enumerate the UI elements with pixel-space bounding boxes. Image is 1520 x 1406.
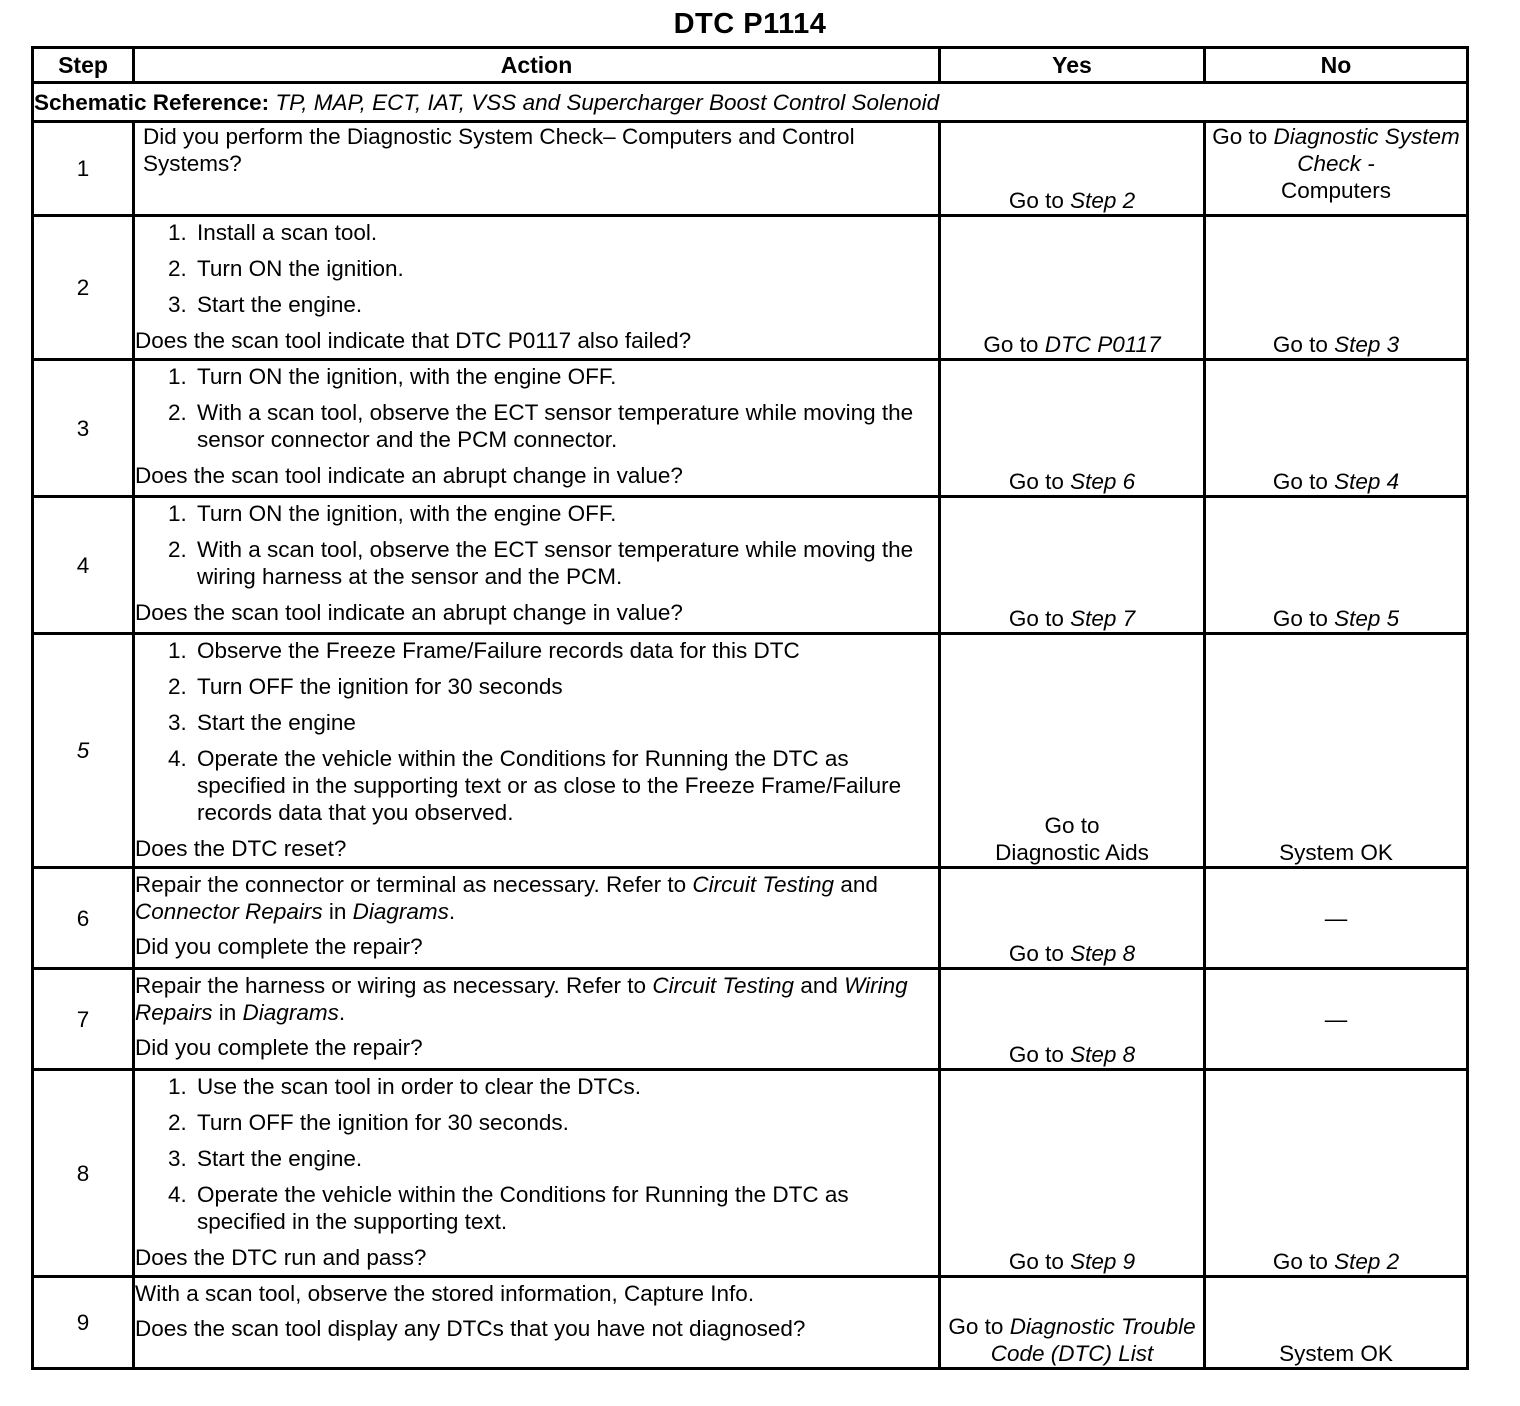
yes-cell — [940, 122, 1205, 216]
schematic-label: Schematic Reference: — [34, 89, 270, 115]
text-span: in — [212, 1000, 243, 1025]
table-row — [33, 360, 1468, 497]
yes-link[interactable]: Step 6 — [1070, 469, 1136, 494]
list-item: 2. Turn OFF the ignition for 30 seconds. — [193, 1109, 938, 1136]
list-item: 4. Operate the vehicle within the Conditions for Running the DTC as specified in the supporting text or as close to the Freeze Frame/Failure records data that you observed. — [193, 745, 938, 826]
header-yes: Yes — [940, 48, 1205, 83]
diagnostic-table — [31, 46, 1469, 1370]
text-span: . — [448, 899, 456, 924]
header-no: No — [1205, 48, 1468, 83]
no-suffix: Computers — [1280, 178, 1392, 203]
action-cell — [134, 497, 940, 634]
no-prefix: Go to — [1272, 469, 1335, 494]
no-prefix: Go to — [1272, 332, 1335, 357]
list-item: 3. Start the engine — [193, 709, 938, 736]
list-item: 1. Turn ON the ignition, with the engine OFF. — [193, 363, 938, 390]
reference-circuit-testing: Circuit Testing — [692, 872, 835, 897]
step-number: 3 — [33, 360, 134, 497]
step-number: 8 — [33, 1070, 134, 1277]
header-action: Action — [134, 48, 940, 83]
list-item: 2. With a scan tool, observe the ECT sensor temperature while moving the wiring harness at the sensor and the PCM. — [193, 536, 938, 590]
list-item: 1. Install a scan tool. — [193, 219, 938, 246]
no-cell: — — [1205, 969, 1468, 1070]
action-cell — [134, 969, 940, 1070]
reference-connector-repairs: Connector Repairs — [135, 899, 323, 924]
action-question: Does the scan tool indicate that DTC P0117 also failed? — [135, 328, 692, 353]
yes-prefix: Go to — [1008, 469, 1071, 494]
list-item: 3. Start the engine. — [193, 291, 938, 318]
yes-link[interactable]: Step 7 — [1070, 606, 1136, 631]
table-header-row — [33, 48, 1468, 83]
yes-prefix: Go to — [983, 332, 1045, 357]
no-cell — [1205, 216, 1468, 360]
header-step: Step — [33, 48, 134, 83]
step-number: 1 — [33, 122, 134, 216]
action-list — [135, 637, 938, 826]
yes-link[interactable]: Step 8 — [1070, 941, 1136, 966]
action-text — [135, 972, 938, 1026]
no-prefix: Go to — [1272, 1249, 1335, 1274]
action-cell — [134, 360, 940, 497]
no-link[interactable]: Step 5 — [1334, 606, 1400, 631]
text-span: in — [322, 899, 353, 924]
action-cell — [134, 1277, 940, 1369]
table-row — [33, 969, 1468, 1070]
no-link[interactable]: Step 2 — [1334, 1249, 1400, 1274]
yes-cell — [940, 1277, 1205, 1369]
reference-diagrams: Diagrams — [242, 1000, 339, 1025]
list-item: 2. With a scan tool, observe the ECT sensor temperature while moving the sensor connector and the PCM connector. — [193, 399, 938, 453]
no-link[interactable]: Step 4 — [1334, 469, 1400, 494]
yes-cell — [940, 360, 1205, 497]
step-number: 6 — [33, 868, 134, 969]
action-question: Does the scan tool indicate an abrupt change in value? — [135, 463, 683, 488]
step-number: 5 — [33, 634, 134, 868]
page-title: DTC P1114 — [673, 8, 827, 40]
no-cell — [1205, 360, 1468, 497]
action-cell — [134, 1070, 940, 1277]
schematic-reference — [33, 83, 1468, 122]
no-cell: System OK — [1205, 1277, 1468, 1369]
action-question: Does the DTC reset? — [135, 836, 347, 861]
yes-link[interactable]: Step 2 — [1070, 188, 1136, 213]
action-cell — [134, 634, 940, 868]
yes-prefix: Go to — [1008, 941, 1071, 966]
list-item: 2. Turn OFF the ignition for 30 seconds — [193, 673, 938, 700]
action-text — [135, 871, 938, 925]
action-text: With a scan tool, observe the stored information, Capture Info. — [135, 1281, 755, 1306]
table-row — [33, 1070, 1468, 1277]
table-row — [33, 634, 1468, 868]
yes-link[interactable]: DTC P0117 — [1044, 332, 1161, 357]
reference-diagrams: Diagrams — [352, 899, 449, 924]
action-cell — [134, 122, 940, 216]
no-cell — [1205, 1070, 1468, 1277]
yes-prefix: Go to — [1008, 1249, 1071, 1274]
action-list — [135, 219, 938, 318]
list-item: 1. Turn ON the ignition, with the engine OFF. — [193, 500, 938, 527]
step-number: 7 — [33, 969, 134, 1070]
yes-cell — [940, 634, 1205, 868]
yes-prefix: Go to — [948, 1314, 1010, 1339]
no-cell: — — [1205, 868, 1468, 969]
no-cell: System OK — [1205, 634, 1468, 868]
no-cell — [1205, 497, 1468, 634]
list-item: 4. Operate the vehicle within the Conditions for Running the DTC as specified in the supporting text. — [193, 1181, 938, 1235]
table-row — [33, 1277, 1468, 1369]
step-number: 9 — [33, 1277, 134, 1369]
text-span: and — [794, 973, 845, 998]
action-question: Did you perform the Diagnostic System Check– Computers and Control Systems? — [143, 124, 855, 176]
no-link[interactable]: Step 3 — [1334, 332, 1400, 357]
table-row — [33, 497, 1468, 634]
table-row — [33, 216, 1468, 360]
action-cell — [134, 216, 940, 360]
no-cell — [1205, 122, 1468, 216]
table-row — [33, 868, 1468, 969]
yes-cell — [940, 497, 1205, 634]
yes-link[interactable]: Diagnostic Aids — [995, 840, 1149, 865]
action-question: Does the scan tool display any DTCs that you have not diagnosed? — [135, 1316, 806, 1341]
reference-circuit-testing: Circuit Testing — [652, 973, 795, 998]
list-item: 1. Use the scan tool in order to clear the DTCs. — [193, 1073, 938, 1100]
action-question: Did you complete the repair? — [135, 1035, 423, 1060]
no-link[interactable]: Diagnostic System Check - — [1273, 124, 1460, 176]
text-span: . — [338, 1000, 346, 1025]
step-number: 4 — [33, 497, 134, 634]
list-item: 3. Start the engine. — [193, 1145, 938, 1172]
yes-cell — [940, 1070, 1205, 1277]
list-item: 2. Turn ON the ignition. — [193, 255, 938, 282]
step-number: 2 — [33, 216, 134, 360]
yes-prefix: Go to — [1008, 606, 1071, 631]
yes-cell — [940, 969, 1205, 1070]
text-span: Repair the connector or terminal as necessary. Refer to — [135, 872, 693, 897]
table-row — [33, 122, 1468, 216]
text-span: and — [834, 872, 878, 897]
action-list — [135, 1073, 938, 1235]
yes-cell — [940, 216, 1205, 360]
action-question: Does the scan tool indicate an abrupt change in value? — [135, 600, 683, 625]
yes-cell — [940, 868, 1205, 969]
no-prefix: Go to — [1212, 124, 1274, 149]
no-prefix: Go to — [1272, 606, 1335, 631]
yes-link[interactable]: Step 9 — [1070, 1249, 1136, 1274]
reference-wiring-repairs: Wiring Repairs — [135, 973, 908, 1025]
yes-prefix: Go to — [1008, 1042, 1071, 1067]
action-list — [135, 500, 938, 590]
action-list — [135, 363, 938, 453]
yes-prefix: Go to — [1008, 188, 1071, 213]
list-item: 1. Observe the Freeze Frame/Failure records data for this DTC — [193, 637, 938, 664]
text-span: Repair the harness or wiring as necessary. Refer to — [135, 973, 653, 998]
action-question: Does the DTC run and pass? — [135, 1245, 427, 1270]
yes-line1: Go to — [1044, 813, 1100, 838]
yes-link[interactable]: Diagnostic Trouble Code (DTC) List — [990, 1314, 1196, 1366]
schematic-reference-row — [33, 83, 1468, 122]
yes-link[interactable]: Step 8 — [1070, 1042, 1136, 1067]
action-cell — [134, 868, 940, 969]
schematic-value: TP, MAP, ECT, IAT, VSS and Supercharger Boost Control Solenoid — [275, 89, 940, 115]
action-question: Did you complete the repair? — [135, 934, 423, 959]
